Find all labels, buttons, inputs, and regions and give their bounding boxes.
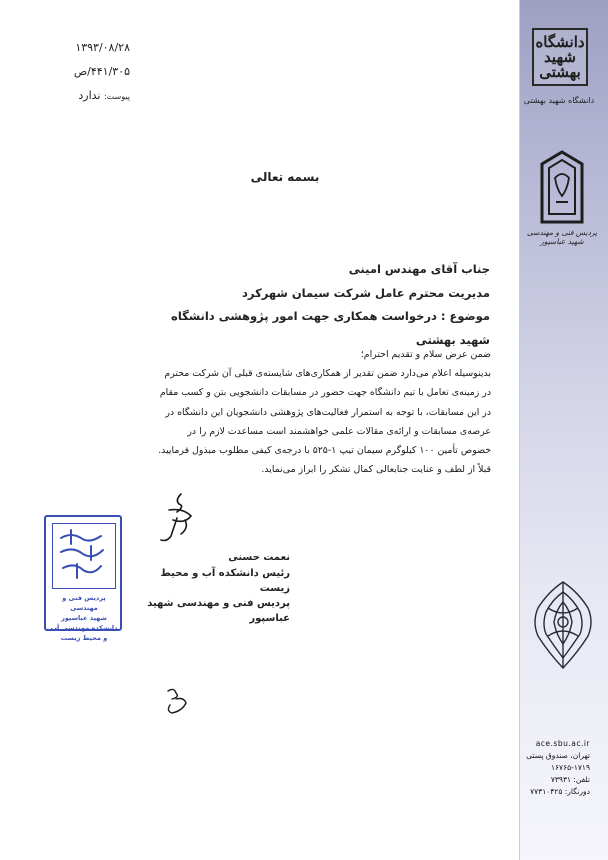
stamp-line-2: شهید عباسپور <box>61 614 107 622</box>
signature-icon <box>155 490 203 546</box>
letter-body <box>155 345 491 479</box>
campus-emblem-icon <box>540 150 584 224</box>
letter-date: ۱۳۹۳/۰۸/۲۸ <box>75 41 130 54</box>
decorative-ornament-icon <box>528 578 598 672</box>
letterhead-side-band <box>520 0 608 860</box>
fax-number: دورنگار: ۷۷۳۱۰۴۲۵ <box>530 787 590 796</box>
recipient-name: جناب آقای مهندس امینی <box>348 262 490 276</box>
signer-role-campus: پردیس فنی و مهندسی شهید عباسپور <box>147 598 290 624</box>
side-band-divider <box>519 0 520 860</box>
signer-roles <box>145 566 290 626</box>
university-logo <box>532 28 588 86</box>
university-logo-text: دانشگاه شهید بهشتی <box>535 32 585 81</box>
phone-number: تلفن: ۷۳۹۳۱ <box>550 775 590 784</box>
attachment-value: ندارد <box>78 89 101 102</box>
recipient-title: مدیریت محترم عامل شرکت سیمان شهرکرد <box>242 285 490 300</box>
stamp-line-3: دانشکده مهندسی آب و محیط زیست <box>50 624 118 642</box>
stamp-text <box>48 593 120 643</box>
campus-name: پردیس فنی و مهندسی شهید عباسپور <box>526 228 598 246</box>
official-stamp <box>44 515 122 642</box>
letter-number: ۴۴۱/۳۰۵/ص <box>73 65 130 78</box>
greeting: ضمن عرض سلام و تقدیم احترام؛ <box>360 349 491 360</box>
stamp-line-1: پردیس فنی و مهندسی <box>62 594 106 612</box>
postal-address: تهران، صندوق پستی ۱۷۱۹-۱۶۷۶۵ <box>526 751 590 772</box>
university-name: دانشگاه شهید بهشتی <box>523 96 595 105</box>
letter-invocation: بسمه تعالی <box>250 170 320 184</box>
signer-role-faculty: رئیس دانشکده آب و محیط زیست <box>160 568 290 594</box>
initials-signature-icon <box>160 685 194 719</box>
contact-info <box>520 738 590 798</box>
closing-line: قبلاً از لطف و عنایت جنابعالی کمال تشکر را ابراز می‌نماید. <box>261 464 491 476</box>
signer-name: نعمت حسنی <box>228 552 290 563</box>
stamp-logo-frame <box>52 523 116 589</box>
attachment-label: پیوست: <box>103 92 130 101</box>
letter-subject: موضوع : درخواست همکاری جهت امور پژوهشی دانشگاه شهید بهشتی <box>171 309 490 347</box>
stamp-logo-icon <box>53 524 111 584</box>
attachment-line <box>50 88 130 112</box>
letter-meta <box>50 40 130 112</box>
body-paragraph: بدینوسیله اعلام می‌دارد ضمن تقدیر از همکاری‌های شایسته‌ی قبلی آن شرکت محترم در زمینه‌ی تعامل با تیم دانشگاه جهت حضور در مسابقات دانشجویی بتن و کسب مقام در این مسابقات، با توجه به استمرار فعالیت‌های پژوهشی دانشجویان این دانشگاه در عرصه‌ی مسابقات و ارائه‌ی مقالات علمی خواهشمند است مساعدت لازم را در خصوص تأمین ۱۰۰ کیلوگرم سیمان تیپ ۱-۵۲۵ با درجه‌ی کیفی مطلوب مبذول فرمایید. <box>158 368 491 457</box>
website-text: ace.sbu.ac.ir <box>535 739 590 748</box>
addressee-block <box>140 258 490 352</box>
